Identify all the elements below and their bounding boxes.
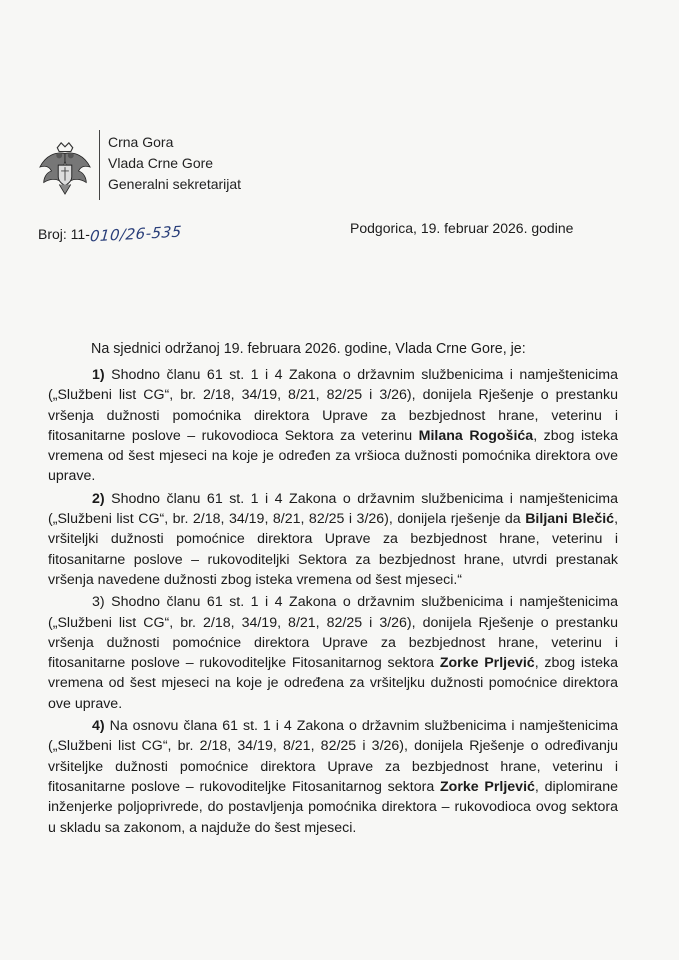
person-name: Milana Rogošića [418,427,534,444]
item-text: Shodno članu 61 st. 1 i 4 Zakona o državnim službenicima i namještenicima („Službeni list CG“, br. 2/18, 34/19, 8/21, 82/25 i 3/26), donijela rješenje da [48,490,618,528]
item-text: , diplomirane inženjerke poljoprivrede, do postavljenja pomoćnika direktora – rukovodioca ovog sektora u skladu sa zakonom, a najduže do šest mjeseci. [48,778,618,836]
item-text: , vršiteljki dužnosti pomoćnice direktora Uprave za bezbjednost hrane, veterinu i fitosanitarne poslove – rukovoditeljki Sektora za bezbjednost hrane, utvrdi prestanak vršenja navedene dužnosti zbog isteka vremena od šest mjeseci.“ [48,511,619,588]
item-text: , zbog isteka vremena od šest mjeseci na koje je određena za vršiteljku dužnosti pomoćnice direktora ove uprave. [48,655,618,712]
person-name: Biljani Blečić [525,511,615,528]
org-line-secretariat: Generalni sekretarijat [108,176,242,192]
person-name: Zorke Prljević [440,778,535,795]
decision-item [48,592,618,714]
item-number: 1) [92,367,105,383]
document-date: Podgorica, 19. februar 2026. godine [350,220,574,236]
org-line-government: Vlada Crne Gore [108,155,214,171]
document-body [48,365,618,840]
reference-label: Broj: 11- [38,226,90,242]
item-text: , zbog isteka vremena od šest mjeseci na koje je određen za vršioca dužnosti pomoćnika direktora ove uprave. [48,427,619,485]
decision-item [48,365,618,487]
org-line-country: Crna Gora [108,134,174,150]
coat-of-arms-icon [36,140,94,198]
item-number: 3) [92,594,105,611]
item-text: Shodno članu 61 st. 1 i 4 Zakona o državnim službenicima i namještenicima („Službeni list CG“, br. 2/18, 34/19, 8/21, 82/25 i 3/26), donijela Rješenje o prestanku vršenja dužnosti pomoćnika direktora Uprave za bezbjednost hrane, veterinu i fitosanitarne poslove – rukovodioca Sektora za veterinu [48,367,618,444]
reference-number [38,222,183,246]
intro-sentence: Na sjednici održanoj 19. februara 2026. godine, Vlada Crne Gore, je: [91,341,526,357]
person-name: Zorke Prljević [439,655,535,672]
item-text: Na osnovu člana 61 st. 1 i 4 Zakona o državnim službenicima i namještenicima („Službeni list CG“, br. 2/18, 34/19, 8/21, 82/25 i 3/26), donijela Rješenje o određivanju vršiteljke dužnosti pomoćnice direktora Uprave za bezbjednost hrane, veterinu i fitosanitarne poslove – rukovoditeljke Fitosanitarnog sektora [48,718,618,795]
item-number: 4) [92,718,105,735]
item-number: 2) [92,490,105,507]
handwritten-reference: 010/26-535 [89,222,183,246]
decision-item [48,489,618,590]
item-text: Shodno članu 61 st. 1 i 4 Zakona o državnim službenicima i namještenicima („Službeni list CG“, br. 2/18, 34/19, 8/21, 82/25 i 3/26), donijela Rješenje o prestanku vršenja dužnosti pomoćnice direktora Uprave za bezbjednost hrane, veterinu i fitosanitarne poslove – rukovoditeljke Fitosanitarnog sektora [48,594,618,672]
decision-item [48,716,618,838]
header-divider [99,130,100,200]
